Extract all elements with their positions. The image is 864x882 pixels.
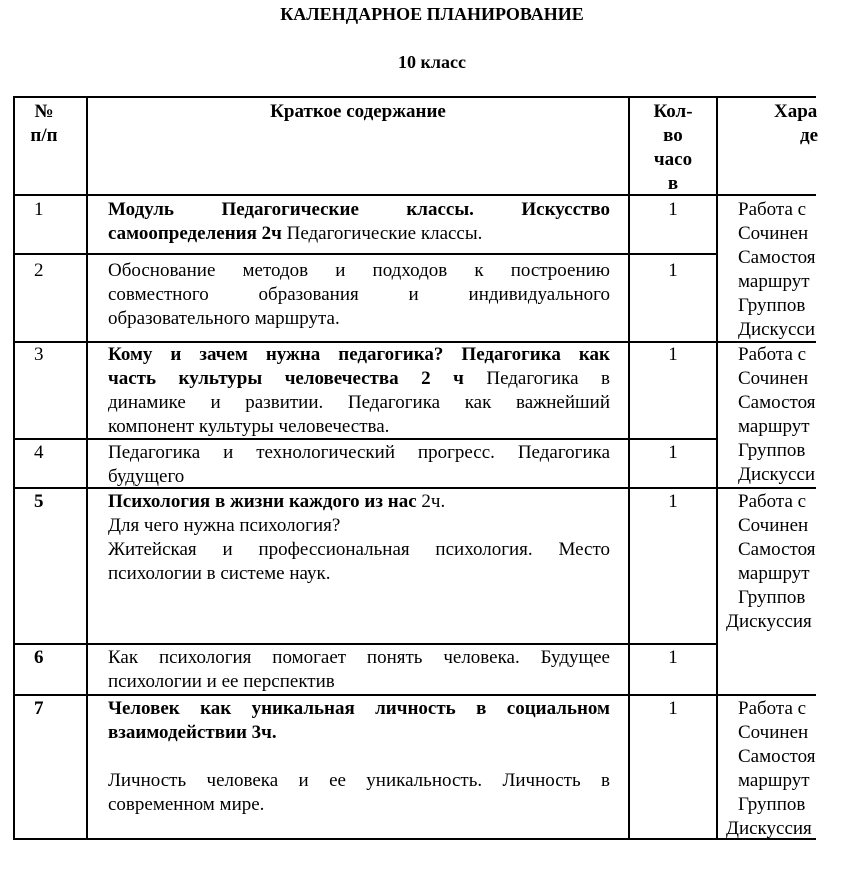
row-5-number: 5 — [34, 491, 44, 512]
column-divider — [86, 96, 88, 840]
column-divider — [716, 96, 718, 840]
activity-group-4: Работа с Сочинен Самостоя маршрут Группов Дискуссия — [726, 698, 816, 839]
row-1-hours: 1 — [668, 199, 678, 220]
column-divider — [628, 96, 630, 840]
row-7-content: Человек как уникальная личность в социальном взаимодействии 3ч. Личность человека и ее уникальность. Личность в современном мире. — [108, 698, 610, 815]
header-hours: Кол- во часо в — [653, 101, 693, 194]
activity-group-3: Работа с Сочинен Самостоя маршрут Группов Дискуссия — [726, 491, 816, 632]
row-3-number: 3 — [34, 344, 44, 365]
table-border-left — [13, 96, 15, 840]
row-2-hours: 1 — [668, 260, 678, 281]
row-1-content: Модуль Педагогические классы. Искусство самоопределения 2ч Педагогические классы. — [108, 199, 610, 244]
row-4-content: Педагогика и технологический прогресс. Педагогика будущего — [108, 442, 610, 487]
row-divider — [13, 253, 717, 255]
page-subtitle: 10 класс — [398, 52, 466, 72]
row-divider — [13, 694, 816, 696]
table-border-bottom — [13, 838, 816, 840]
row-divider — [13, 643, 717, 645]
table-border-top — [13, 96, 816, 98]
header-activity: Хара де — [774, 101, 819, 146]
row-5-hours: 1 — [668, 491, 678, 512]
row-2-number: 2 — [34, 260, 44, 281]
row-6-number: 6 — [34, 647, 44, 668]
header-content: Краткое содержание — [270, 101, 446, 122]
activity-group-2: Работа с Сочинен Самостоя маршрут Группов Дискусси — [738, 344, 816, 485]
row-7-number: 7 — [34, 698, 44, 719]
activity-group-1: Работа с Сочинен Самостоя маршрут Группов Дискусси — [738, 199, 816, 340]
row-3-content: Кому и зачем нужна педагогика? Педагогика как часть культуры человечества 2 ч Педагогика в динамике и развитии. Педагогика как важнейший компонент культуры человечества. — [108, 344, 610, 437]
row-6-hours: 1 — [668, 647, 678, 668]
row-6-content: Как психология помогает понять человека. Будущее психологии и ее перспектив — [108, 647, 610, 692]
row-7-hours: 1 — [668, 698, 678, 719]
header-num: № п/п — [30, 101, 58, 146]
row-4-number: 4 — [34, 442, 44, 463]
row-1-number: 1 — [34, 199, 44, 220]
row-2-content: Обоснование методов и подходов к построению совместного образования и индивидуального образовательного маршрута. — [108, 260, 610, 329]
row-5-content: Психология в жизни каждого из нас 2ч. Для чего нужна психология? Житейская и профессиональная психология. Место психологии в системе наук. — [108, 491, 610, 584]
row-4-hours: 1 — [668, 442, 678, 463]
page-title: КАЛЕНДАРНОЕ ПЛАНИРОВАНИЕ — [280, 4, 584, 24]
row-3-hours: 1 — [668, 344, 678, 365]
